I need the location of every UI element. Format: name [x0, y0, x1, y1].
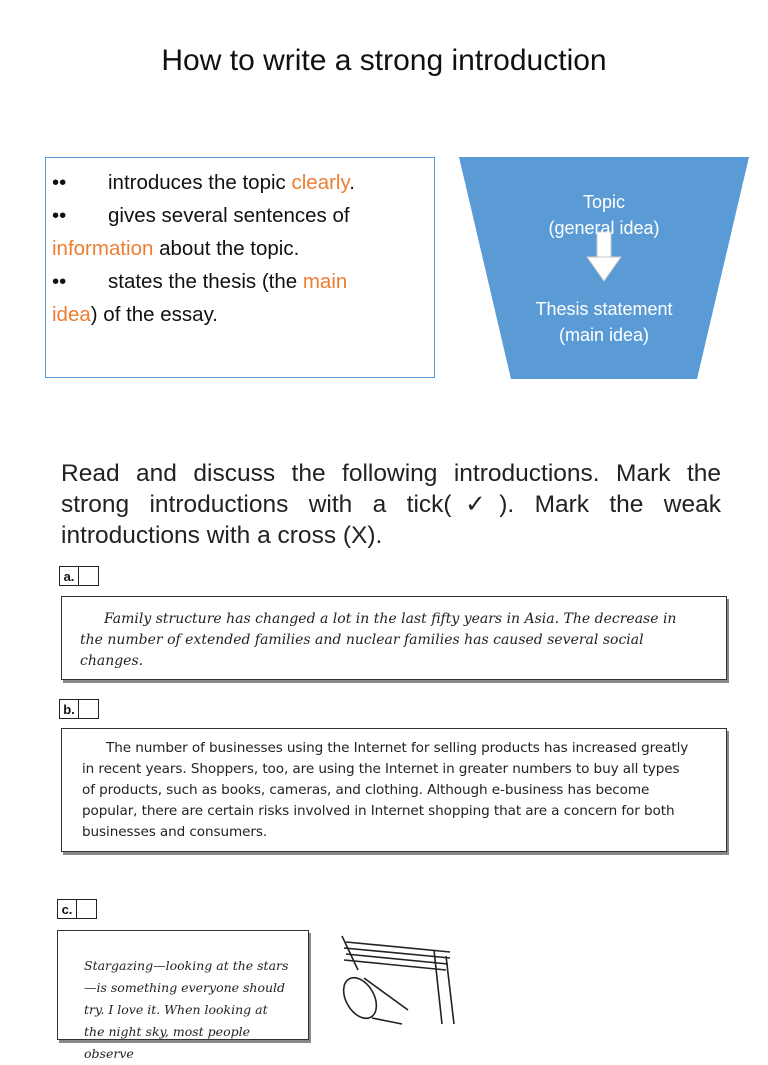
label-letter: b. — [59, 699, 79, 719]
bullet-box — [45, 157, 435, 378]
bullet-highlight: information — [52, 237, 154, 260]
bullet-text: . — [349, 171, 355, 194]
bullet-item-2 — [52, 199, 426, 265]
bullet-highlight: clearly — [291, 171, 350, 194]
example-b-text: The number of businesses using the Internet for selling products has increased greatly in recent years. Shoppers, too, are using the Internet in greater numbers to buy all types of products, such as books, cameras, and clothing. Although e-business has become popular, there are certain risks involved in Internet shopping that are a concern for both businesses and consumers. — [82, 740, 689, 840]
bullet-highlight: main — [302, 270, 348, 293]
bullet-text: introduces the topic — [108, 171, 292, 194]
telescope-illustration — [338, 930, 458, 1024]
bullet-mark: •• — [52, 270, 67, 293]
tick-box[interactable] — [79, 566, 99, 586]
telescope-drawing — [338, 930, 458, 1024]
page-title: How to write a strong introduction — [161, 44, 607, 77]
example-c-label — [57, 899, 97, 919]
example-b-label — [59, 699, 99, 719]
funnel-diagram — [459, 157, 749, 379]
example-b-paper — [61, 728, 727, 852]
example-a-paper — [61, 596, 727, 680]
bullet-text: about the topic. — [153, 237, 300, 260]
tick-box[interactable] — [77, 899, 97, 919]
bullet-mark: •• — [52, 204, 67, 227]
bullet-text: ) of the essay. — [90, 303, 218, 326]
tick-box[interactable] — [79, 699, 99, 719]
label-letter: c. — [57, 899, 77, 919]
example-a-label — [59, 566, 99, 586]
example-a-text: Family structure has changed a lot in the last fifty years in Asia. The decrease in the number of extended families and nuclear families has caused several social changes. — [80, 611, 677, 669]
bullet-item-1 — [52, 166, 426, 199]
funnel-bottom-label: Thesis statement — [535, 299, 673, 319]
funnel-top-label: Topic — [582, 192, 626, 212]
funnel-top-sublabel: (general idea) — [548, 218, 660, 238]
label-letter: a. — [59, 566, 79, 586]
funnel-bottom-sublabel: (main idea) — [558, 325, 650, 345]
bullet-item-3 — [52, 265, 426, 331]
bullet-text: states the thesis (the — [108, 270, 303, 293]
example-c-paper — [57, 930, 309, 1061]
bullet-text: gives several sentences of — [108, 204, 350, 227]
bullet-mark: •• — [52, 171, 67, 194]
bullet-highlight: idea — [52, 303, 91, 326]
example-c-text: Stargazing—looking at the stars—is something everyone should try. I love it. When looking at the night sky, most people observe — [84, 958, 289, 1061]
instructions: Read and discuss the following introductions. Mark the strong introductions with a tick(✓). Mark the weak introductions with a cross (X). — [61, 460, 721, 549]
